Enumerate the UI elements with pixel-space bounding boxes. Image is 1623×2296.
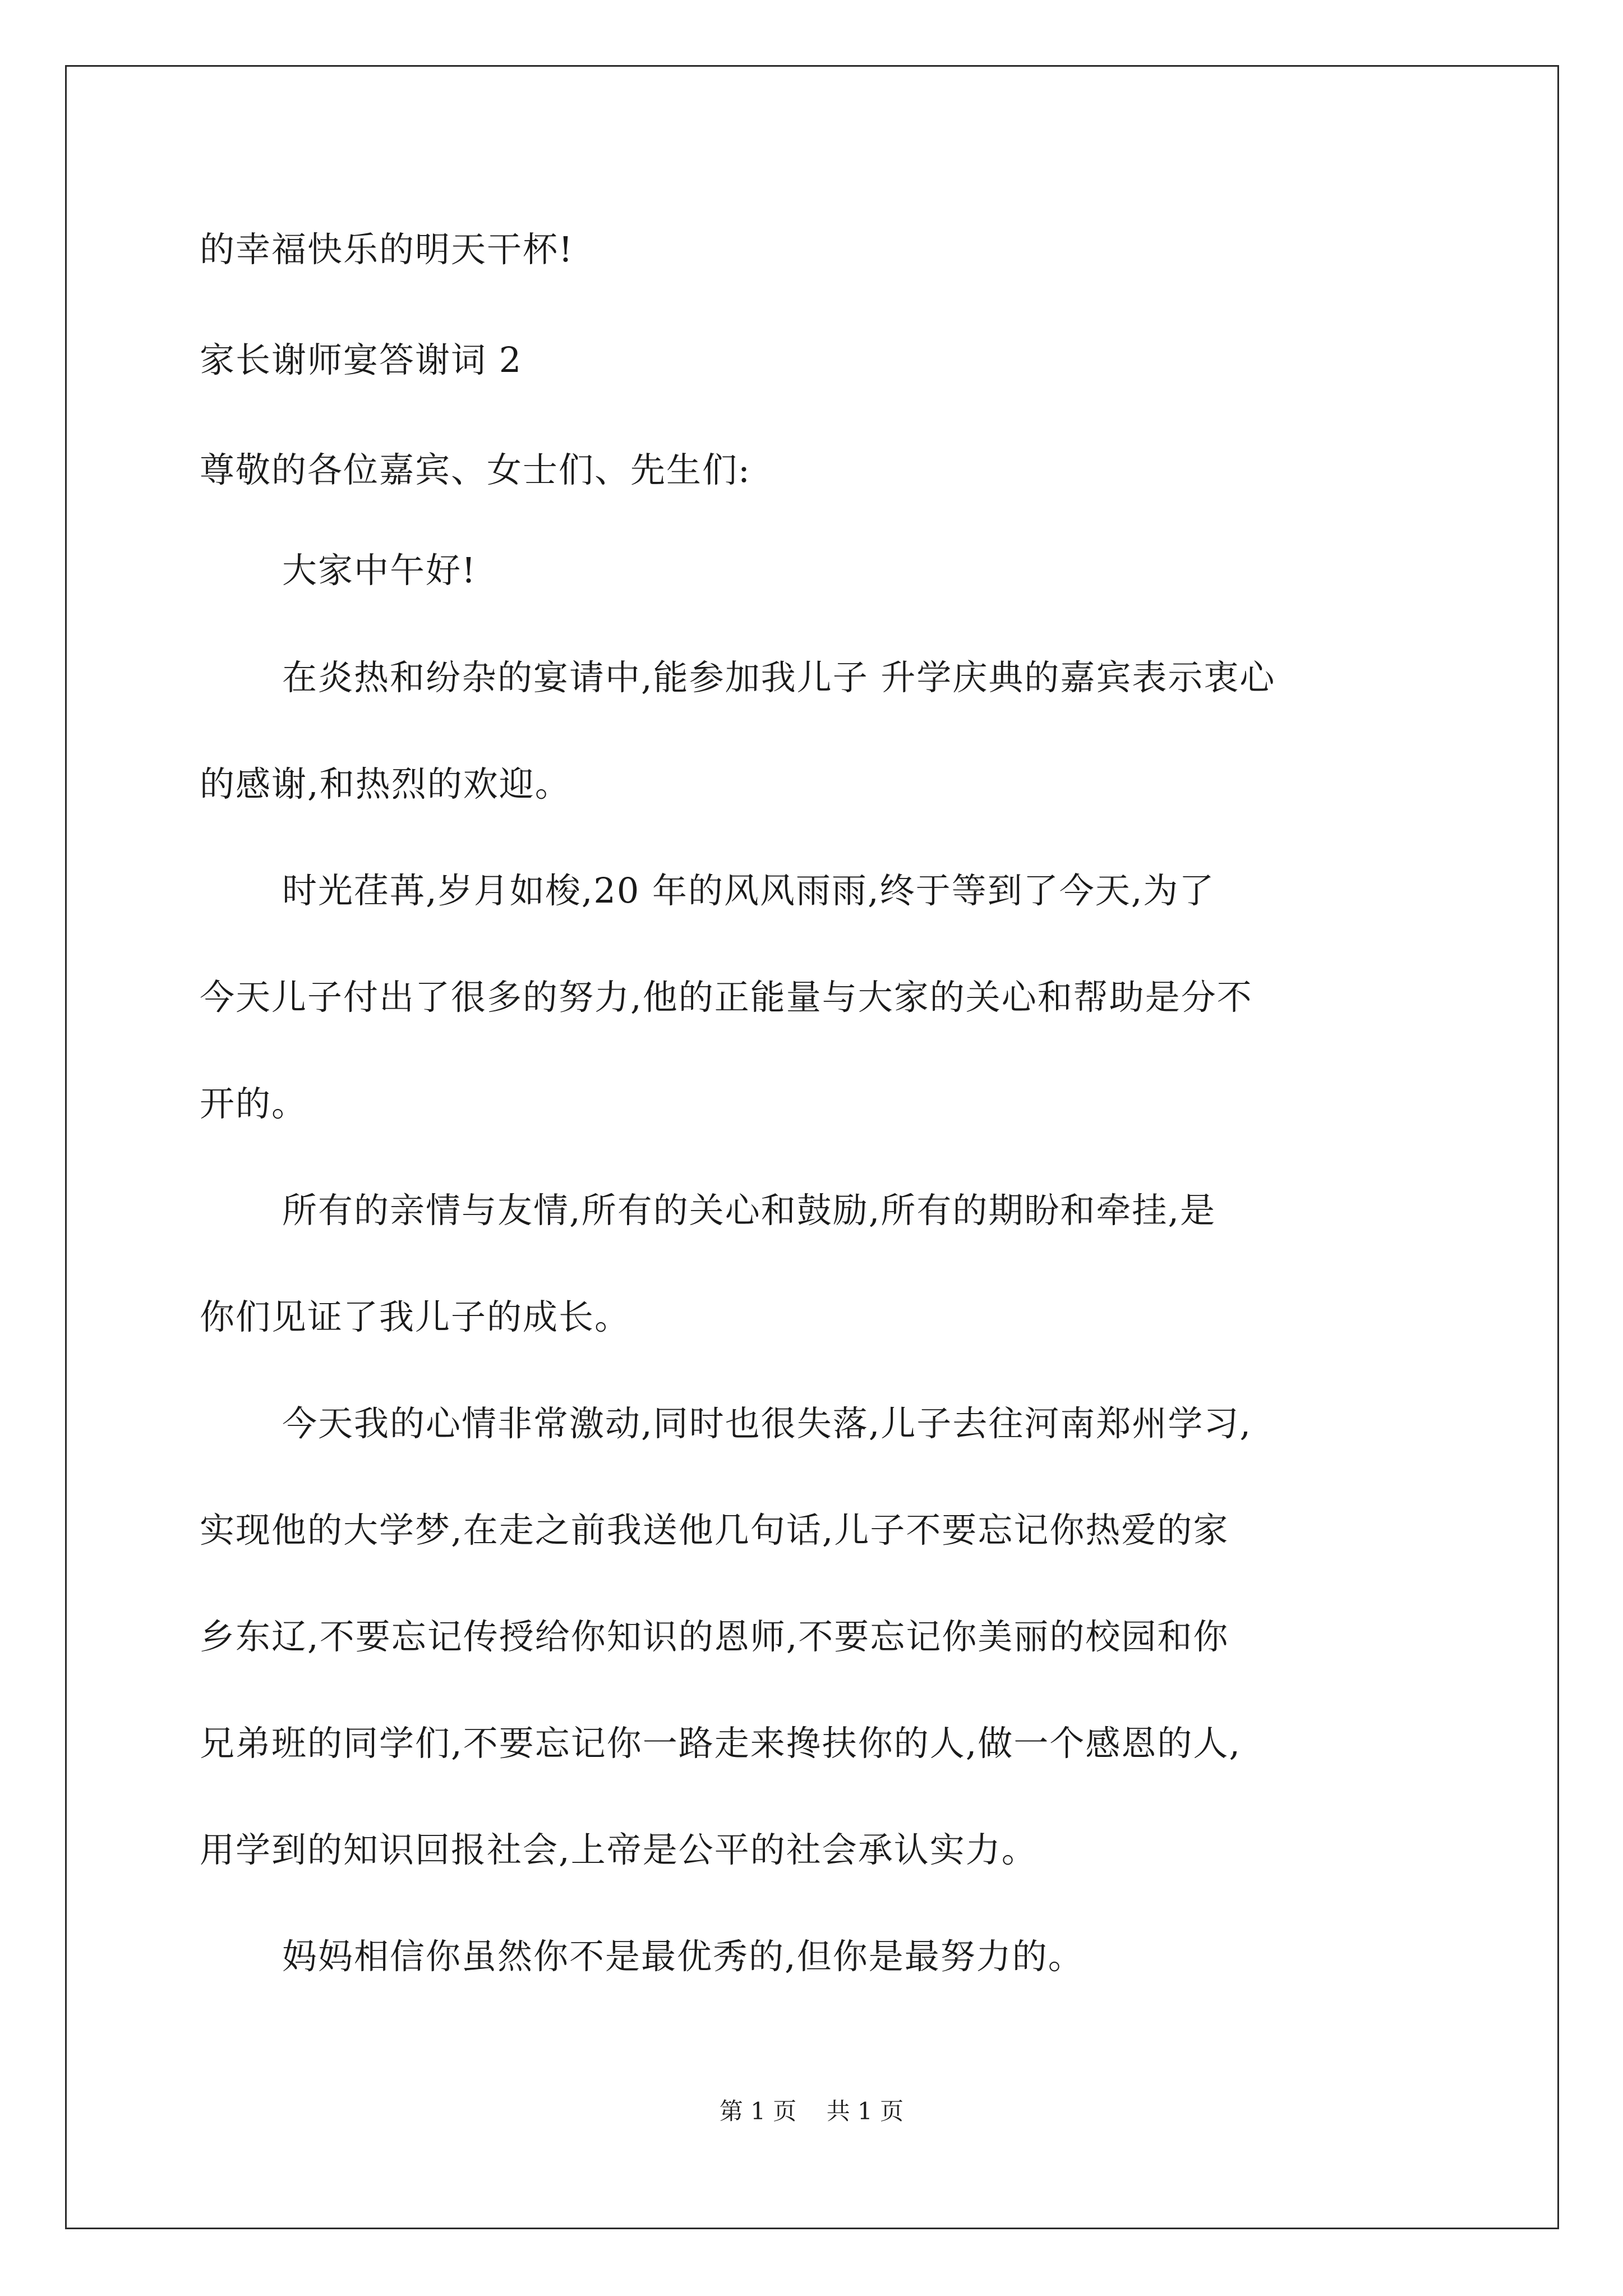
paragraph-line: 在炎热和纷杂的宴请中,能参加我儿子 升学庆典的嘉宾表示衷心 [282,657,1276,698]
paragraph-line: 妈妈相信你虽然你不是最优秀的,但你是最努力的。 [282,1936,1084,1977]
paragraph-line: 开的。 [200,1083,308,1124]
paragraph-line: 兄弟班的同学们,不要忘记你一路走来搀扶你的人,做一个感恩的人, [200,1723,1242,1764]
paragraph-line: 用学到的知识回报社会,上帝是公平的社会承认实力。 [200,1829,1038,1870]
paragraph-line: 你们见证了我儿子的成长。 [200,1296,631,1337]
paragraph-line: 实现他的大学梦,在走之前我送他几句话,儿子不要忘记你热爱的家 [200,1510,1229,1550]
salutation: 尊敬的各位嘉宾、女士们、先生们: [200,449,751,490]
paragraph-line: 时光荏苒,岁月如梭,20 年的风风雨雨,终于等到了今天,为了 [282,870,1215,911]
section-heading: 家长谢师宴答谢词 2 [200,339,523,380]
paragraph-line: 今天儿子付出了很多的努力,他的正能量与大家的关心和帮助是分不 [200,977,1253,1018]
page-border [65,65,1559,2229]
page-footer: 第 1 页 共 1 页 [719,2097,904,2125]
paragraph-line: 今天我的心情非常激动,同时也很失落,儿子去往河南郑州学习, [282,1403,1252,1444]
paragraph-line: 所有的亲情与友情,所有的关心和鼓励,所有的期盼和牵挂,是 [282,1190,1216,1231]
paragraph-line: 的感谢,和热烈的欢迎。 [200,763,571,804]
text-line: 的幸福快乐的明天干杯! [200,229,574,270]
greeting: 大家中午好! [282,550,477,591]
paragraph-line: 乡东辽,不要忘记传授给你知识的恩师,不要忘记你美丽的校园和你 [200,1616,1229,1657]
